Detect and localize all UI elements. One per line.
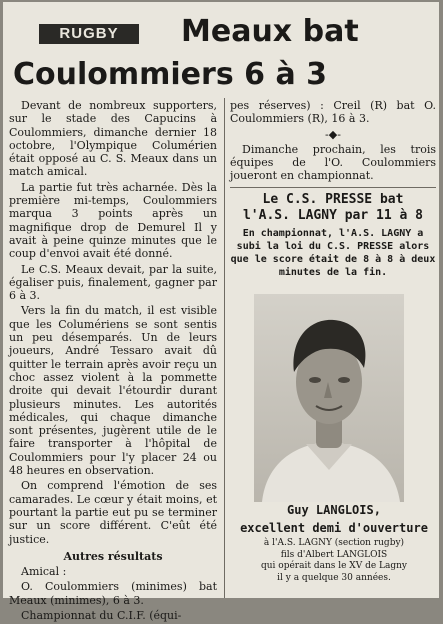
photo-caption-role: excellent demi d'ouverture bbox=[240, 521, 428, 535]
article-paragraph: On comprend l'émotion de ses camarades. Le cœur y était moins, et pourtant la partie eut pu se terminer sur un score différent. C'eût été justice. bbox=[9, 479, 217, 546]
next-match-paragraph: Dimanche prochain, les trois équipes de l'O. Coulommiers joueront en championnat. bbox=[230, 142, 436, 183]
caption-detail-line: il y a quelque 30 années. bbox=[277, 572, 391, 583]
results-heading: Autres résultats bbox=[63, 549, 163, 563]
article-paragraph: La partie fut très acharnée. Dès la première mi-temps, Coulommiers marqua 3 points après un magnifique drop de Demurel Il y avait à peine quinze minutes que le coup d'envoi avait été donné. bbox=[9, 180, 217, 261]
separator-ornament: -◆- bbox=[325, 127, 341, 141]
article-paragraph: Devant de nombreux supporters, sur le stade des Capucins à Coulommiers, dimanche dernier 18 octobre, l'Olympique Columérien était opposé au C. S. Meaux dans un match amical. bbox=[9, 99, 217, 179]
caption-detail-line: qui opérait dans le XV de Lagny bbox=[261, 561, 407, 571]
article-column-1 bbox=[9, 99, 217, 624]
caption-detail-line: à l'A.S. LAGNY (section rugby) bbox=[263, 538, 405, 548]
portrait-image bbox=[254, 294, 404, 502]
results-continuation: pes réserves) : Creil (R) bat O. Coulommiers (R), 16 à 3. bbox=[230, 99, 436, 126]
section-kicker: RUGBY bbox=[39, 24, 139, 44]
results-line: Amical : bbox=[21, 565, 67, 579]
article-column-2 bbox=[230, 99, 436, 279]
headline-line-2: Coulommiers 6 à 3 bbox=[13, 57, 328, 92]
player-photo bbox=[254, 294, 404, 502]
article-paragraph: Vers la fin du match, il est visible que les Columériens se sont sentis un peu désemparés. Un de leurs joueurs, André Tessaro avait dû quitter le terrain après avoir reçu un choc assez violent à la pommette droite qui devait l'étourdir durant plusieurs minutes. Les autorités médicales, qui chaque dimanche sont présentes, jugèrent utile de le faire transporter à l'hôpital de Coulommiers pour l'y placer 24 ou 48 heures en observation. bbox=[9, 304, 217, 478]
article-header bbox=[3, 2, 439, 100]
photo-caption-name: Guy LANGLOIS, bbox=[287, 503, 381, 517]
headline-line-1: Meaux bat bbox=[181, 14, 359, 49]
sidebar-body: En championnat, l'A.S. LAGNY a subi la loi du C.S. PRESSE alors que le score était de 8 à 8 à deux minutes de la fin. bbox=[230, 227, 436, 278]
sidebar-headline-line-1: Le C.S. PRESSE bat bbox=[262, 191, 404, 207]
column-divider bbox=[224, 98, 225, 598]
results-line: O. Coulommiers (minimes) bat Meaux (minimes), 6 à 3. bbox=[9, 580, 217, 607]
caption-detail-line: fils d'Albert LANGLOIS bbox=[280, 549, 388, 560]
sidebar-headline-line-2: l'A.S. LAGNY par 11 à 8 bbox=[242, 207, 423, 223]
article-paragraph: Le C.S. Meaux devait, par la suite, égaliser puis, finalement, gagner par 6 à 3. bbox=[9, 262, 217, 303]
photo-caption-details bbox=[231, 538, 437, 584]
newspaper-page bbox=[3, 2, 439, 622]
section-divider bbox=[230, 187, 436, 188]
results-line: Championnat du C.I.F. (équi- bbox=[21, 608, 182, 622]
